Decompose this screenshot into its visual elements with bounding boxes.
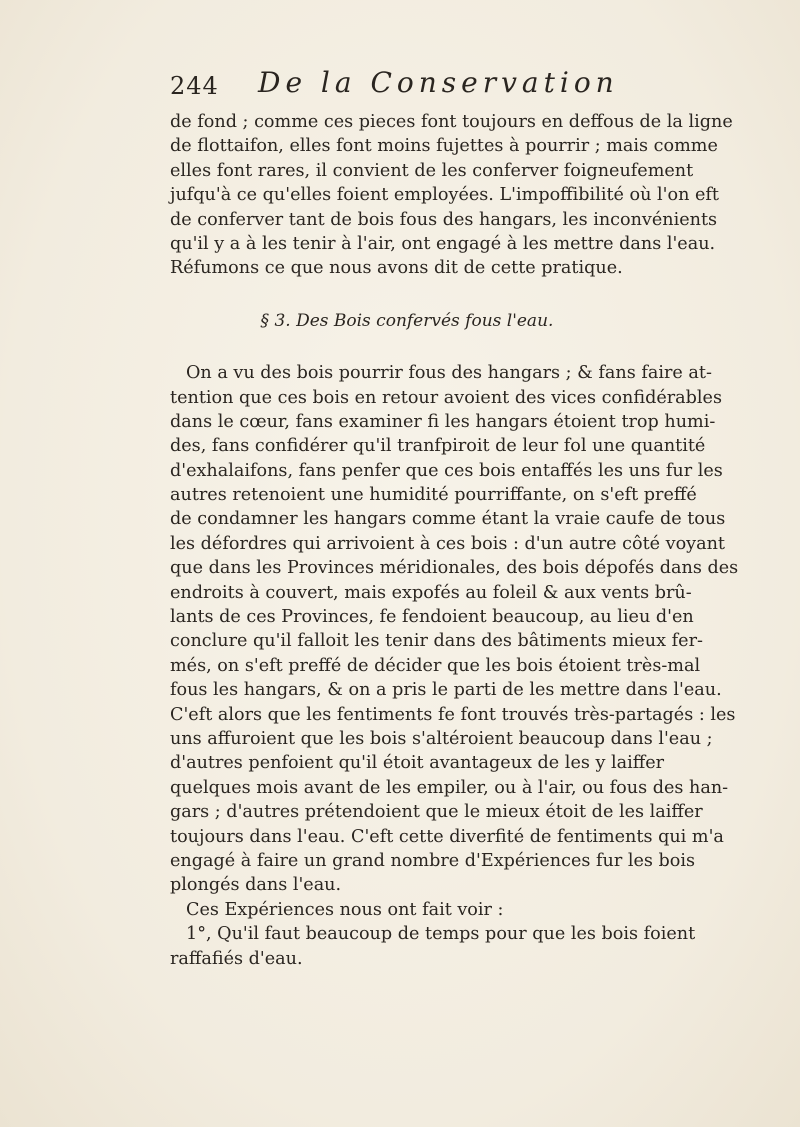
text-line: conclure qu'il falloit les tenir dans des bâtiments mieux fer- [170, 631, 703, 652]
text-line: engagé à faire un grand nombre d'Expériences fur les bois [170, 850, 695, 871]
text-line: de fond ; comme ces pieces font toujours en deffous de la ligne [170, 112, 733, 132]
text-line: més, on s'eft preffé de décider que les bois étoient très-mal [170, 655, 701, 676]
text-line: toujours dans l'eau. C'eft cette diverfité de fentiments qui m'a [170, 826, 724, 847]
text-line: fous les hangars, & on a pris le parti de les mettre dans l'eau. [170, 680, 722, 701]
text-line: d'autres penfoient qu'il étoit avantageux de les y laiffer [170, 753, 665, 774]
text-line: C'eft alors que les fentiments fe font trouvés très-partagés : les [170, 704, 736, 725]
text-line: Ces Expériences nous ont fait voir : [186, 899, 504, 920]
text-line: tention que ces bois en retour avoient des vices confidérables [170, 387, 722, 408]
text-line: plongés dans l'eau. [170, 875, 342, 896]
text-line: jufqu'à ce qu'elles foient employées. L'impoffibilité où l'on eft [170, 185, 720, 206]
text-line: autres retenoient une humidité pourriffante, on s'eft preffé [170, 485, 697, 506]
text-line: endroits à couvert, mais expofés au foleil & aux vents brû- [170, 582, 692, 603]
text-line: uns affuroient que les bois s'altéroient beaucoup dans l'eau ; [170, 728, 713, 749]
text-line: de flottaifon, elles font moins fujettes à pourrir ; mais comme [170, 136, 718, 157]
text-line: elles font rares, il convient de les conferver foigneufement [170, 160, 694, 181]
text-line: d'exhalaifons, fans penfer que ces bois entaffés les uns fur les [170, 460, 723, 481]
text-line: raffafiés d'eau. [170, 948, 303, 969]
page-header [170, 66, 680, 106]
page-number: 244 [170, 72, 219, 100]
text-line: quelques mois avant de les empiler, ou à l'air, ou fous des han- [170, 777, 729, 798]
text-line: lants de ces Provinces, fe fendoient beaucoup, au lieu d'en [170, 607, 694, 628]
running-title: De la Conservation [258, 66, 619, 99]
text-line: que dans les Provinces méridionales, des bois dépofés dans des [170, 558, 739, 579]
text-line: gars ; d'autres prétendoient que le mieux étoit de les laiffer [170, 802, 703, 823]
text-line: On a vu des bois pourrir fous des hangars ; & fans faire at- [186, 363, 712, 384]
page-body [170, 110, 739, 971]
text-line: dans le cœur, fans examiner fi les hangars étoient trop humi- [170, 411, 716, 432]
text-line: les défordres qui arrivoient à ces bois : d'un autre côté voyant [170, 533, 726, 554]
text-line: des, fans confidérer qu'il tranfpiroit de leur fol une quantité [170, 436, 706, 457]
text-line: qu'il y a à les tenir à l'air, ont engagé à les mettre dans l'eau. [170, 233, 716, 254]
paragraph-2 [170, 361, 739, 898]
text-line: 1°, Qu'il faut beaucoup de temps pour que les bois foient [186, 924, 696, 945]
text-line: de conferver tant de bois fous des hangars, les inconvénients [170, 209, 718, 230]
section-title: § 3. Des Bois confervés fous l'eau. [260, 310, 554, 331]
text-line: Réfumons ce que nous avons dit de cette pratique. [170, 258, 623, 279]
paragraph-3 [170, 898, 644, 922]
text-line: de condamner les hangars comme étant la vraie caufe de tous [170, 509, 726, 530]
paragraph-1 [170, 110, 733, 281]
paragraph-4 [170, 922, 696, 971]
